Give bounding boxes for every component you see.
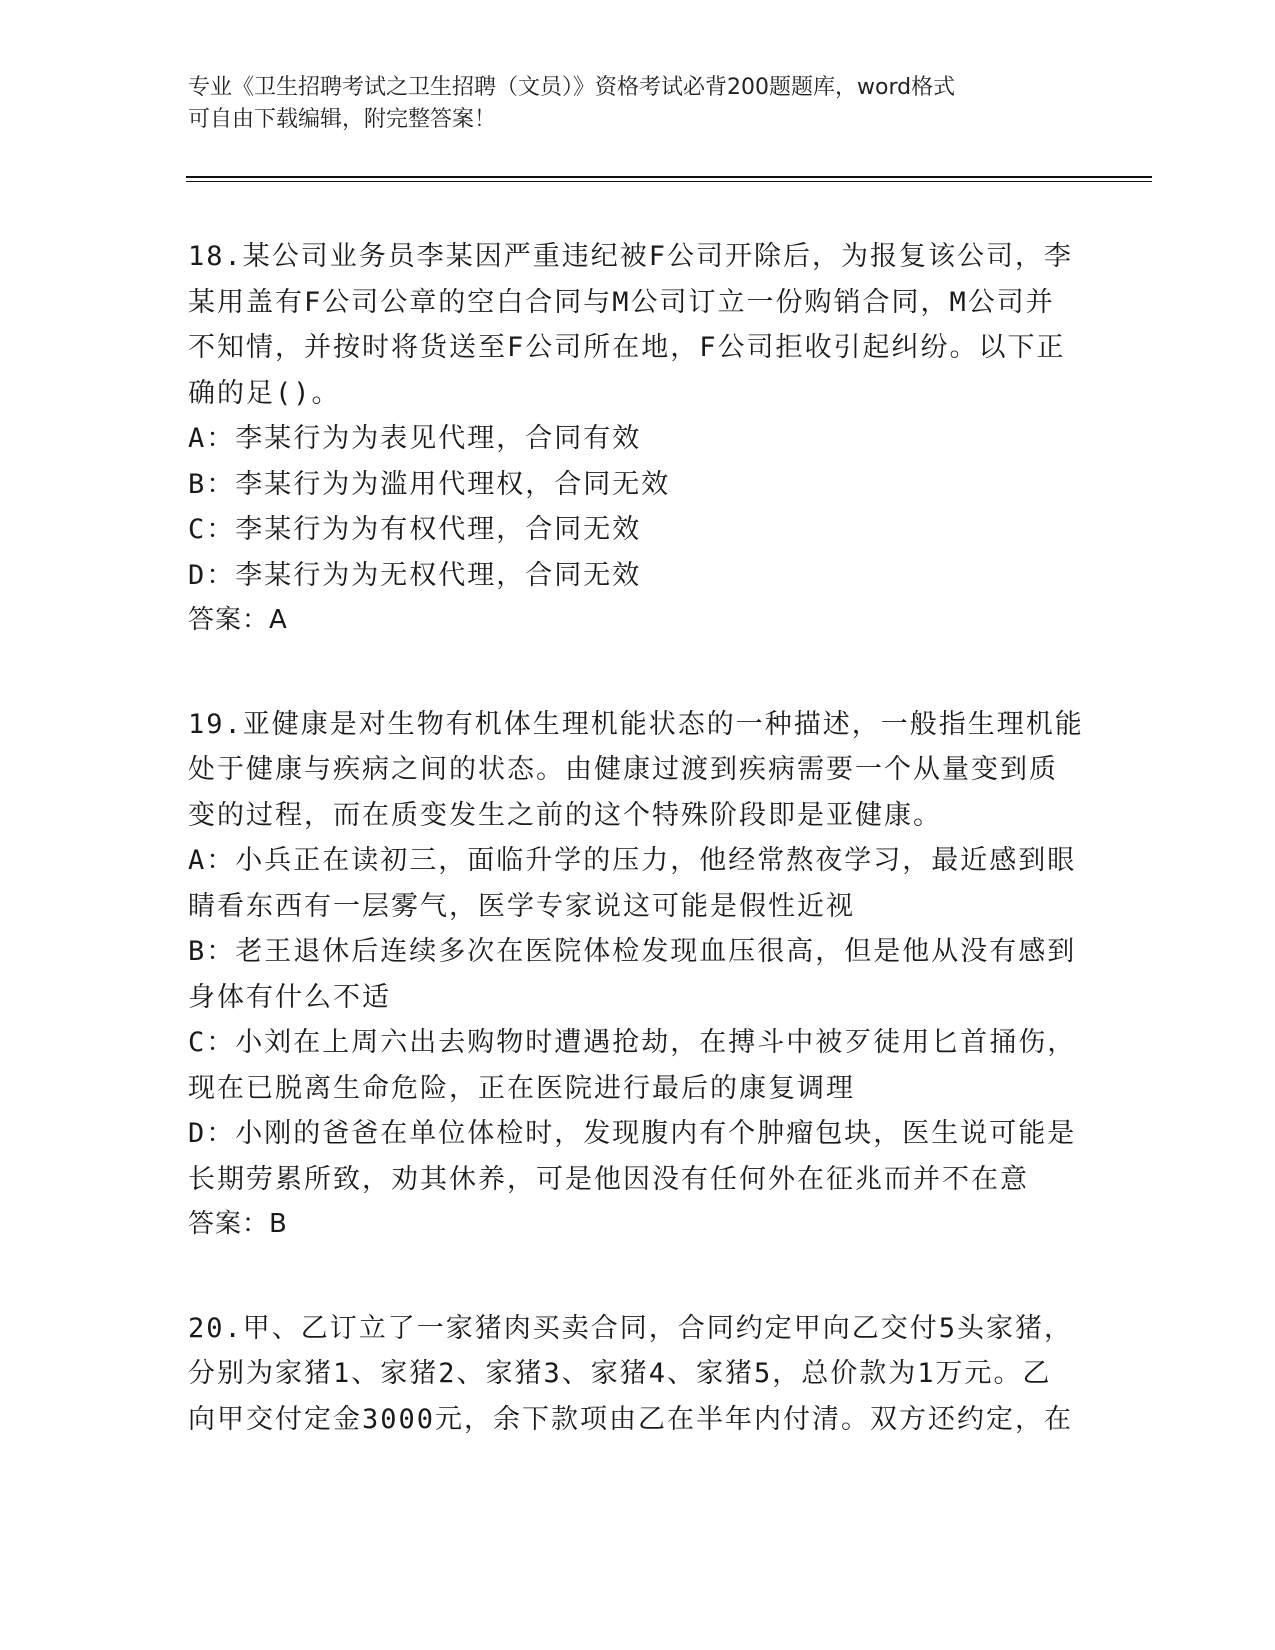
option-d: D：小刚的爸爸在单位体检时，发现腹内有个肿瘤包块，医生说可能是 bbox=[188, 1118, 1077, 1149]
option-a: A：小兵正在读初三，面临升学的压力，他经常熬夜学习，最近感到眼 bbox=[188, 845, 1077, 876]
option-a: A：李某行为为表见代理，合同有效 bbox=[188, 423, 642, 454]
option-c-continued: 现在已脱离生命危险，正在医院进行最后的康复调理 bbox=[188, 1072, 855, 1104]
question-18 bbox=[188, 234, 1088, 644]
option-c: C：小刘在上周六出去购物时遭遇抢劫，在搏斗中被歹徒用匕首捅伤， bbox=[188, 1027, 1077, 1058]
question-stem-line: 某用盖有F公司公章的空白合同与M公司订立一份购销合同，M公司并 bbox=[188, 286, 1055, 318]
answer-label: 答案：B bbox=[188, 1209, 288, 1239]
question-stem-line: 向甲交付定金3000元，余下款项由乙在半年内付清。双方还约定，在 bbox=[188, 1403, 1074, 1435]
question-stem-line: 19.亚健康是对生物有机体生理机能状态的一种描述，一般指生理机能 bbox=[188, 708, 1084, 740]
option-b: B：李某行为为滥用代理权，合同无效 bbox=[188, 468, 671, 500]
header-divider-thin bbox=[186, 181, 1152, 182]
question-stem-line: 处于健康与疾病之间的状态。由健康过渡到疾病需要一个从量变到质 bbox=[188, 754, 1058, 785]
header-line: 专业《卫生招聘考试之卫生招聘（文员）》资格考试必背200题题库，word格式 bbox=[188, 75, 956, 100]
option-b: B：老王退休后连续多次在医院体检发现血压很高，但是他从没有感到 bbox=[188, 936, 1077, 967]
answer-label: 答案：A bbox=[188, 605, 288, 635]
option-b-continued: 身体有什么不适 bbox=[188, 981, 391, 1013]
question-stem-line: 20.甲、乙订立了一家猪肉买卖合同，合同约定甲向乙交付5头家猪， bbox=[188, 1312, 1074, 1344]
question-stem-line: 分别为家猪1、家猪2、家猪3、家猪4、家猪5，总价款为1万元。乙 bbox=[188, 1358, 1052, 1389]
option-d-continued: 长期劳累所致，劝其休养，可是他因没有任何外在征兆而并不在意 bbox=[188, 1163, 1029, 1195]
option-c: C：李某行为为有权代理，合同无效 bbox=[188, 514, 642, 545]
header-divider-thick bbox=[186, 176, 1152, 178]
question-stem-line: 确的足()。 bbox=[188, 377, 341, 409]
header-line: 可自由下载编辑，附完整答案！ bbox=[188, 107, 497, 132]
question-19 bbox=[188, 702, 1088, 1248]
option-a-continued: 睛看东西有一层雾气，医学专家说这可能是假性近视 bbox=[188, 890, 855, 922]
question-20 bbox=[188, 1306, 1088, 1443]
question-stem-line: 18.某公司业务员李某因严重违纪被F公司开除后，为报复该公司，李 bbox=[188, 241, 1074, 272]
question-stem-line: 不知情，并按时将货送至F公司所在地，F公司拒收引起纠纷。以下正 bbox=[188, 332, 1066, 363]
question-list bbox=[188, 234, 1088, 1442]
document-header bbox=[188, 72, 1068, 136]
option-d: D：李某行为为无权代理，合同无效 bbox=[188, 559, 642, 591]
question-stem-line: 变的过程，而在质变发生之前的这个特殊阶段即是亚健康。 bbox=[188, 799, 942, 831]
